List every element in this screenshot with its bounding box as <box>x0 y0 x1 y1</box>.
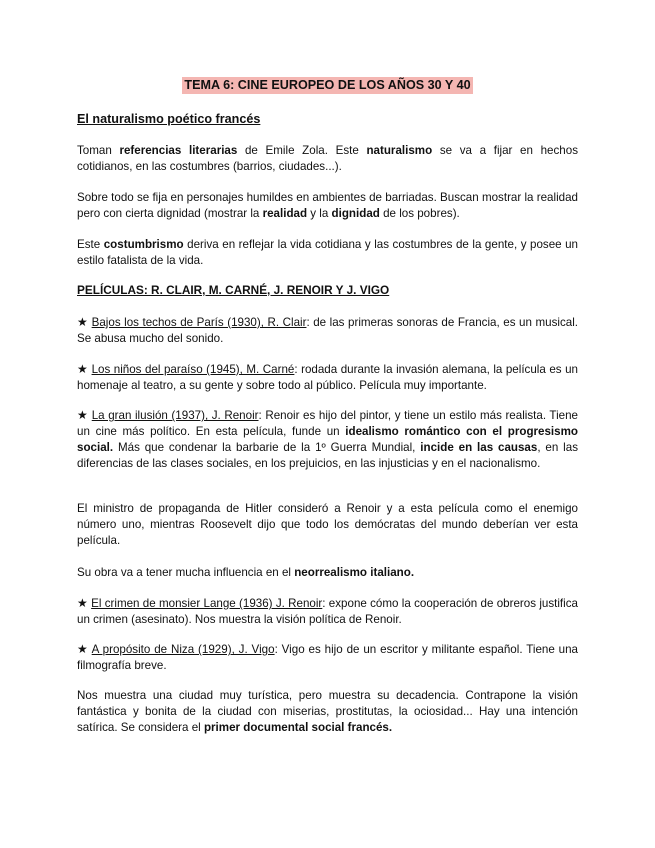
bold-run: dignidad <box>331 207 380 220</box>
text-run: : Vigo es hijo de un escritor y militante español. Tiene una filmografía breve. <box>77 643 579 672</box>
film-entry-bajos-los-techos <box>77 314 578 347</box>
film-entry-los-ninos-del-paraiso <box>77 361 578 394</box>
film-entry-la-gran-ilusion <box>77 407 578 472</box>
film-title: Los niños del paraíso (1945), M. Carné <box>91 363 295 376</box>
text-run: , en las diferencias de las clases sociales, en los prejuicios, en las injusticias y en el nacionalismo. <box>77 441 578 470</box>
title-container <box>0 76 655 94</box>
text-run: Toman <box>77 144 120 157</box>
text-run: se va a fijar en hechos cotidianos, en las costumbres (barrios, ciudades...). <box>77 144 578 173</box>
text-run: : expone cómo la cooperación de obreros justifica un crimen (asesinato). Nos muestra la visión política de Renoir. <box>77 597 578 626</box>
paragraph-referencias <box>77 143 578 175</box>
text-run: Más que condenar la barbarie de la 1º Guerra Mundial, <box>113 441 421 454</box>
film-entry-el-crimen-de-monsier-lange <box>77 595 578 628</box>
bold-run: neorrealismo italiano. <box>294 566 415 579</box>
bold-run: naturalismo <box>366 144 433 157</box>
star-bullet-icon: ★ <box>77 315 89 329</box>
film-title: El crimen de monsier Lange (1936) J. Renoir <box>91 597 323 610</box>
paragraph-niza-decadencia <box>77 688 578 736</box>
section-heading-peliculas: PELÍCULAS: R. CLAIR, M. CARNÉ, J. RENOIR Y J. VIGO <box>77 283 390 297</box>
text-run: de los pobres). <box>379 207 460 220</box>
text-run: Sobre todo se fija en personajes humildes en ambientes de barriadas. Buscan mostrar la realidad pero con cierta dignidad (mostrar la <box>77 191 578 220</box>
paragraph-influencia <box>77 565 578 581</box>
film-entry-a-proposito-de-niza <box>77 641 578 674</box>
section-heading-naturalismo: El naturalismo poético francés <box>77 112 261 126</box>
bold-run: referencias literarias <box>119 144 238 157</box>
bold-run: costumbrismo <box>103 238 184 251</box>
text-run: y la <box>307 207 332 220</box>
paragraph-personajes-humildes <box>77 190 578 222</box>
star-bullet-icon: ★ <box>77 408 89 422</box>
document-title: TEMA 6: CINE EUROPEO DE LOS AÑOS 30 Y 40 <box>184 78 471 92</box>
text-run: Este <box>77 238 104 251</box>
bold-run: primer documental social francés. <box>203 721 393 734</box>
bold-run: incide en las causas <box>420 441 538 454</box>
text-run: Su obra va a tener mucha influencia en el <box>77 566 295 579</box>
paragraph-costumbrismo <box>77 237 578 269</box>
film-title: Bajos los techos de París (1930), R. Clair <box>91 316 307 329</box>
paragraph-hitler-roosevelt: El ministro de propaganda de Hitler consideró a Renoir y a esta película como el enemigo número uno, mientras Roosevelt dijo que todo los demócratas del mundo deberían ver esta película. <box>77 502 578 547</box>
star-bullet-icon: ★ <box>77 362 89 376</box>
star-bullet-icon: ★ <box>77 596 88 610</box>
star-bullet-icon: ★ <box>77 642 89 656</box>
text-run: deriva en reflejar la vida cotidiana y las costumbres de la gente, y posee un estilo fatalista de la vida. <box>77 238 579 267</box>
film-title: La gran ilusión (1937), J. Renoir <box>91 409 259 422</box>
text-run: de Emile Zola. Este <box>237 144 367 157</box>
bold-run: idealismo romántico con el progresismo social. <box>77 425 578 454</box>
text-run: : de las primeras sonoras de Francia, es un musical. Se abusa mucho del sonido. <box>77 316 578 345</box>
bold-run: realidad <box>262 207 308 220</box>
film-title: A propósito de Niza (1929), J. Vigo <box>91 643 275 656</box>
text-run: : rodada durante la invasión alemana, la película es un homenaje al teatro, a su gente y sobre todo al público. Película muy importante. <box>77 363 578 392</box>
text-run: : Renoir es hijo del pintor, y tiene un estilo más realista. Tiene un cine más político. En esta película, funde un <box>77 409 578 438</box>
text-run: Nos muestra una ciudad muy turística, pero muestra su decadencia. Contrapone la visión fantástica y bonita de la ciudad con miserias, prostitutas, la ociosidad... Hay una intención satírica. Se considera el <box>77 689 578 734</box>
